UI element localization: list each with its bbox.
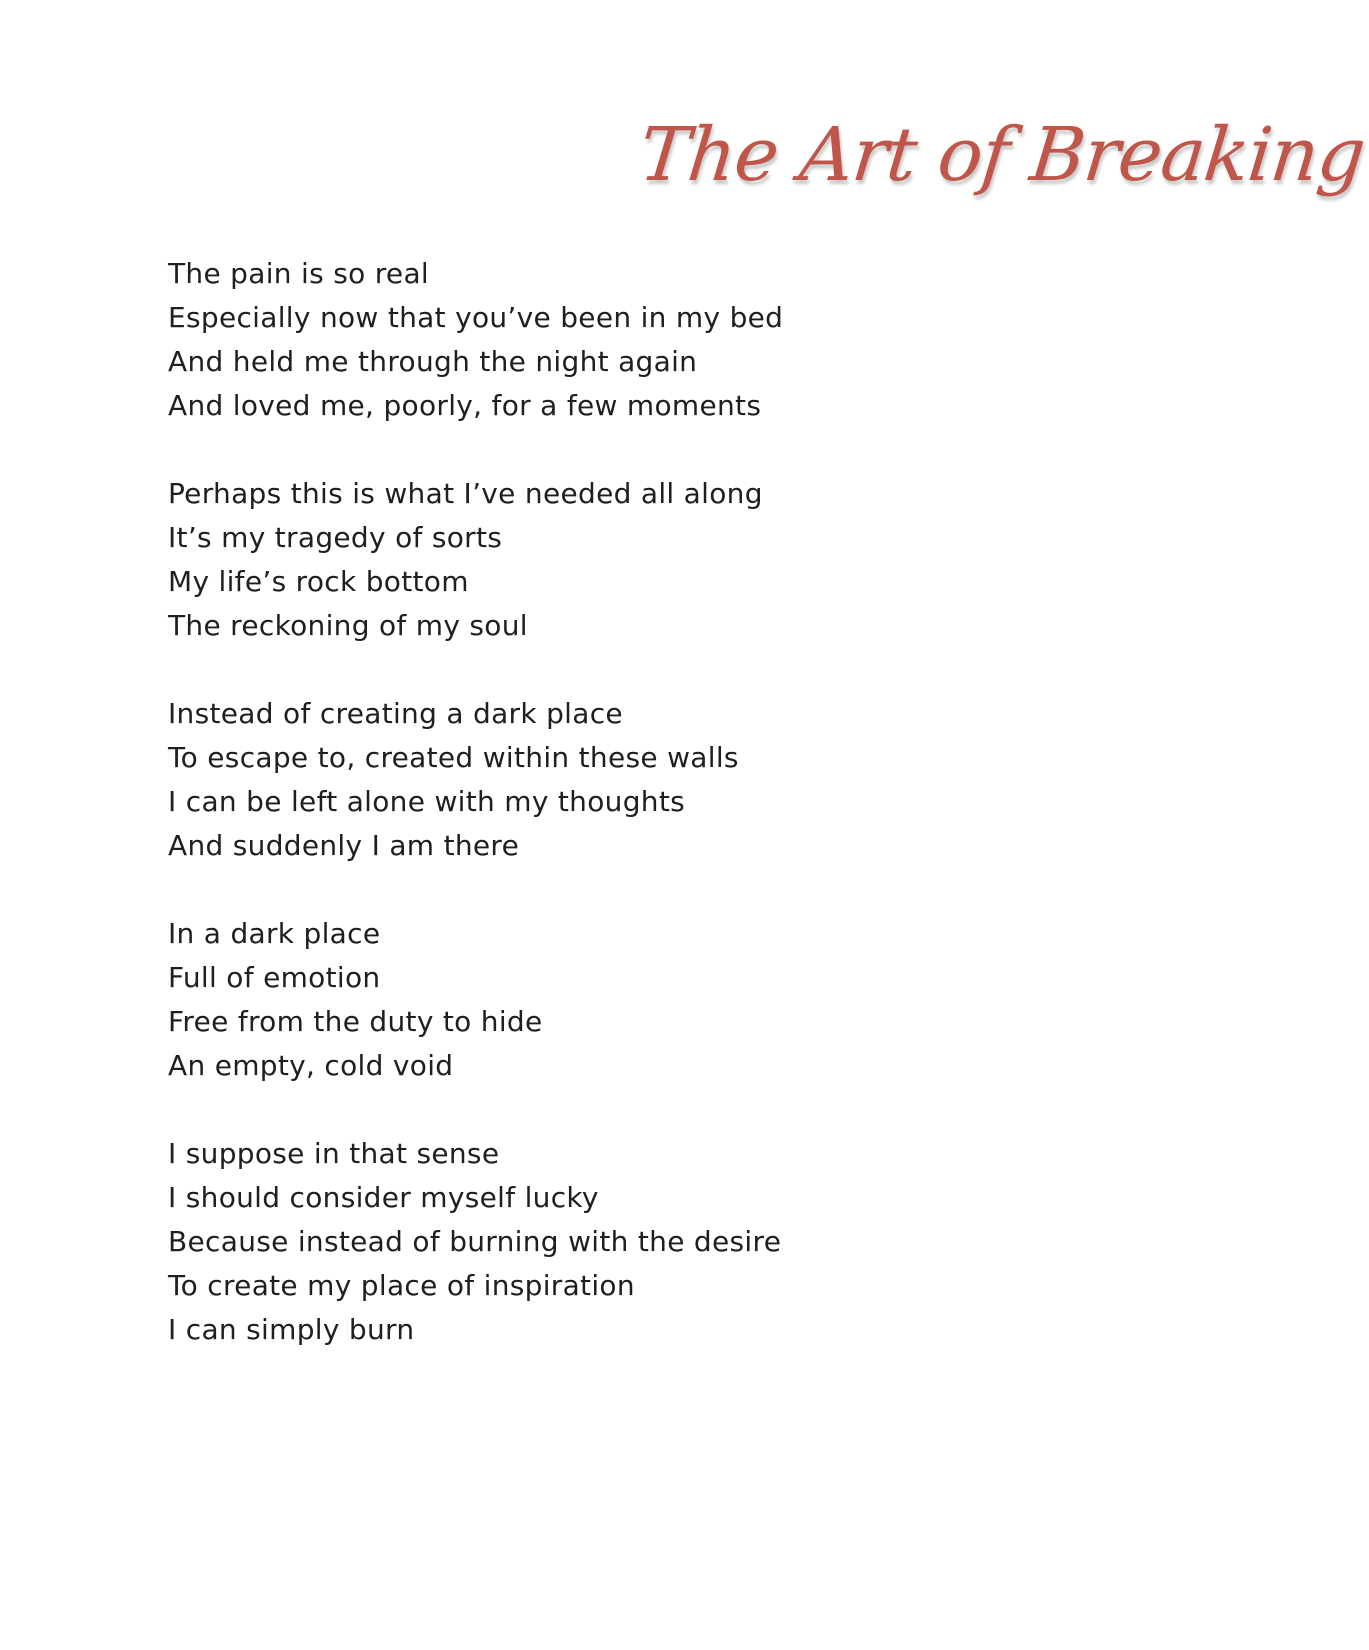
stanza-3 <box>168 692 888 868</box>
stanza-4 <box>168 912 888 1088</box>
poem-line: The reckoning of my soul <box>168 609 528 642</box>
poem-line: I suppose in that sense <box>168 1137 500 1170</box>
poem-line: In a dark place <box>168 917 381 950</box>
poem-line: My life’s rock bottom <box>168 565 469 598</box>
poem-line: Especially now that you’ve been in my bed <box>168 301 784 334</box>
poem-line: I can be left alone with my thoughts <box>168 785 685 818</box>
poem-line: I can simply burn <box>168 1313 415 1346</box>
poem-line: To create my place of inspiration <box>168 1269 635 1302</box>
poem-line: Because instead of burning with the desire <box>168 1225 782 1258</box>
poem-line: Free from the duty to hide <box>168 1005 543 1038</box>
poem-body <box>168 252 888 1396</box>
poem-line: It’s my tragedy of sorts <box>168 521 503 554</box>
poem-line: The pain is so real <box>168 257 429 290</box>
poem-line: Instead of creating a dark place <box>168 697 623 730</box>
stanza-5 <box>168 1132 888 1352</box>
poem-line: And loved me, poorly, for a few moments <box>168 389 762 422</box>
stanza-2 <box>168 472 888 648</box>
poem-line: I should consider myself lucky <box>168 1181 599 1214</box>
poem-line: To escape to, created within these walls <box>168 741 739 774</box>
poem-line: And held me through the night again <box>168 345 698 378</box>
poem-title <box>635 100 1369 240</box>
poem-line: An empty, cold void <box>168 1049 454 1082</box>
poem-line: Perhaps this is what I’ve needed all along <box>168 477 763 510</box>
stanza-1 <box>168 252 888 428</box>
poem-line: And suddenly I am there <box>168 829 520 862</box>
poem-title-text: The Art of Breaking <box>635 112 1369 198</box>
poem-line: Full of emotion <box>168 961 381 994</box>
